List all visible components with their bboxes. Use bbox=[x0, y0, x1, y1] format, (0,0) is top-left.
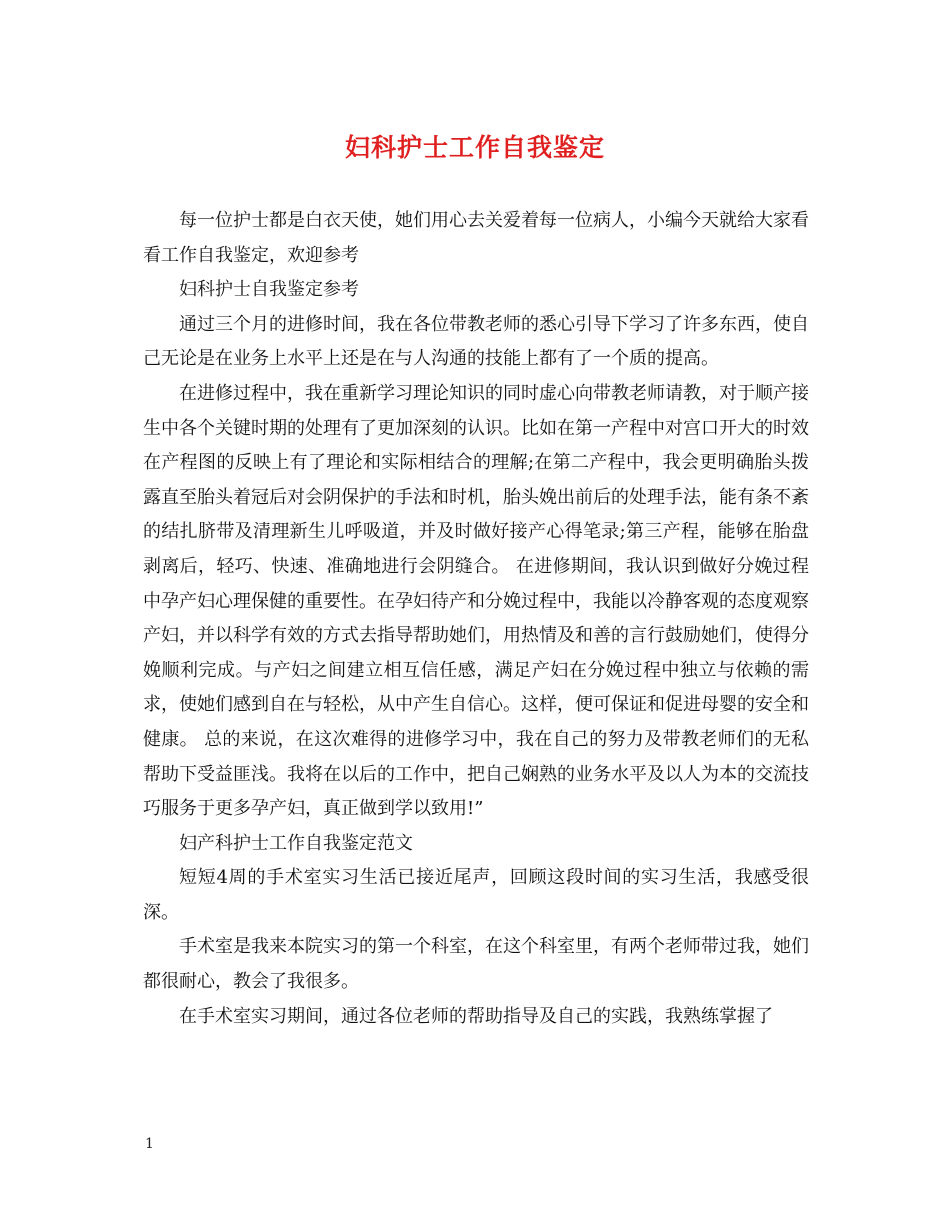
section-heading-sample: 妇产科护士工作自我鉴定范文 bbox=[179, 832, 413, 854]
body-paragraph: 手术室是我来本院实习的第一个科室，在这个科室里，有两个老师带过我，她们都很耐心，教会了我很多。 bbox=[143, 936, 809, 993]
page-number: 1 bbox=[145, 1136, 154, 1152]
intro-paragraph: 每一位护士都是白衣天使，她们用心去关爱着每一位病人，小编今天就给大家看看工作自我鉴定，欢迎参考 bbox=[143, 210, 809, 266]
document-title: 妇科护士工作自我鉴定 bbox=[344, 133, 605, 162]
body-paragraph: 短短4周的手术室实习生活已接近尾声，回顾这段时间的实习生活，我感受很深。 bbox=[143, 867, 809, 923]
body-paragraph: 通过三个月的进修时间，我在各位带教老师的悉心引导下学习了许多东西，使自己无论是在业务上水平上还是在与人沟通的技能上都有了一个质的提高。 bbox=[143, 313, 809, 370]
section-heading-reference: 妇科护士自我鉴定参考 bbox=[179, 279, 359, 301]
body-paragraph: 在进修过程中，我在重新学习理论知识的同时虚心向带教老师请教，对于顺产接生中各个关键时期的处理有了更加深刻的认识。比如在第一产程中对宫口开大的时效在产程图的反映上有了理论和实际相结合的理解;在第二产程中，我会更明确胎头拨露直至胎头着冠后对会阴保护的手法和时机，胎头娩出前后的处理手法，能有条不紊的结扎脐带及清理新生儿呼吸道，并及时做好接产心得笔录;第三产程，能够在胎盘剥离后，轻巧、快速、准确地进行会阴缝合。 在进修期间，我认识到做好分娩过程中孕产妇心理保健的重要性。在孕妇待产和分娩过程中，我能以冷静客观的态度观察产妇，并以科学有效的方式去指导帮助她们，用热情及和善的言行鼓励她们，使得分娩顺利完成。与产妇之间建立相互信任感，满足产妇在分娩过程中独立与依赖的需求，使她们感到自在与轻松，从中产生自信心。这样，便可保证和促进母婴的安全和健康。 总的来说，在这次难得的进修学习中，我在自己的努力及带教老师们的无私帮助下受益匪浅。我将在以后的工作中，把自己娴熟的业务水平及以人为本的交流技巧服务于更多孕产妇，真正做到学以致用!” bbox=[143, 382, 809, 820]
body-paragraph: 在手术室实习期间，通过各位老师的帮助指导及自己的实践，我熟练掌握了 bbox=[179, 1005, 773, 1027]
document-body bbox=[143, 204, 809, 1034]
